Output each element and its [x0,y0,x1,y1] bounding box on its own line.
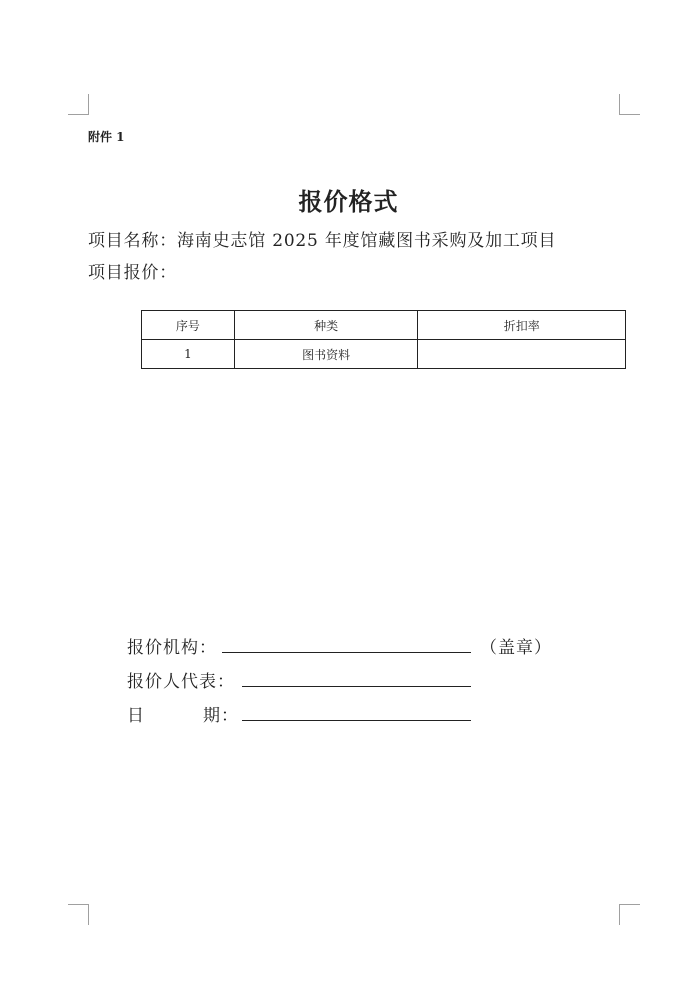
crop-mark-bottom-left [68,904,89,925]
stamp-note: （盖章） [480,638,552,658]
project-name-line: 项目名称：海南史志馆 2025 年度馆藏图书采购及加工项目 [88,231,557,251]
crop-mark-top-left [68,94,89,115]
crop-mark-bottom-right [619,904,640,925]
date-signature-line [242,720,471,721]
date-label [127,701,239,726]
header-cell-index: 序号 [142,311,235,340]
attachment-label: 附件 1 [88,130,125,144]
cell-category: 图书资料 [234,340,418,369]
rep-label: 报价人代表： [127,672,235,692]
cell-index: 1 [142,340,235,369]
header-cell-category: 种类 [234,311,418,340]
table-row [142,340,626,369]
rep-signature-line [242,686,471,687]
crop-mark-top-right [619,94,640,115]
table-header-row [142,311,626,340]
date-label-part-2: 期： [203,706,239,726]
quote-table [141,310,626,369]
org-label: 报价机构： [127,638,217,658]
header-cell-discount: 折扣率 [418,311,626,340]
project-price-line: 项目报价： [88,263,177,283]
cell-discount [418,340,626,369]
date-label-part-1: 日 [127,706,145,726]
org-signature-line [222,652,471,653]
page-title: 报价格式 [298,187,399,216]
